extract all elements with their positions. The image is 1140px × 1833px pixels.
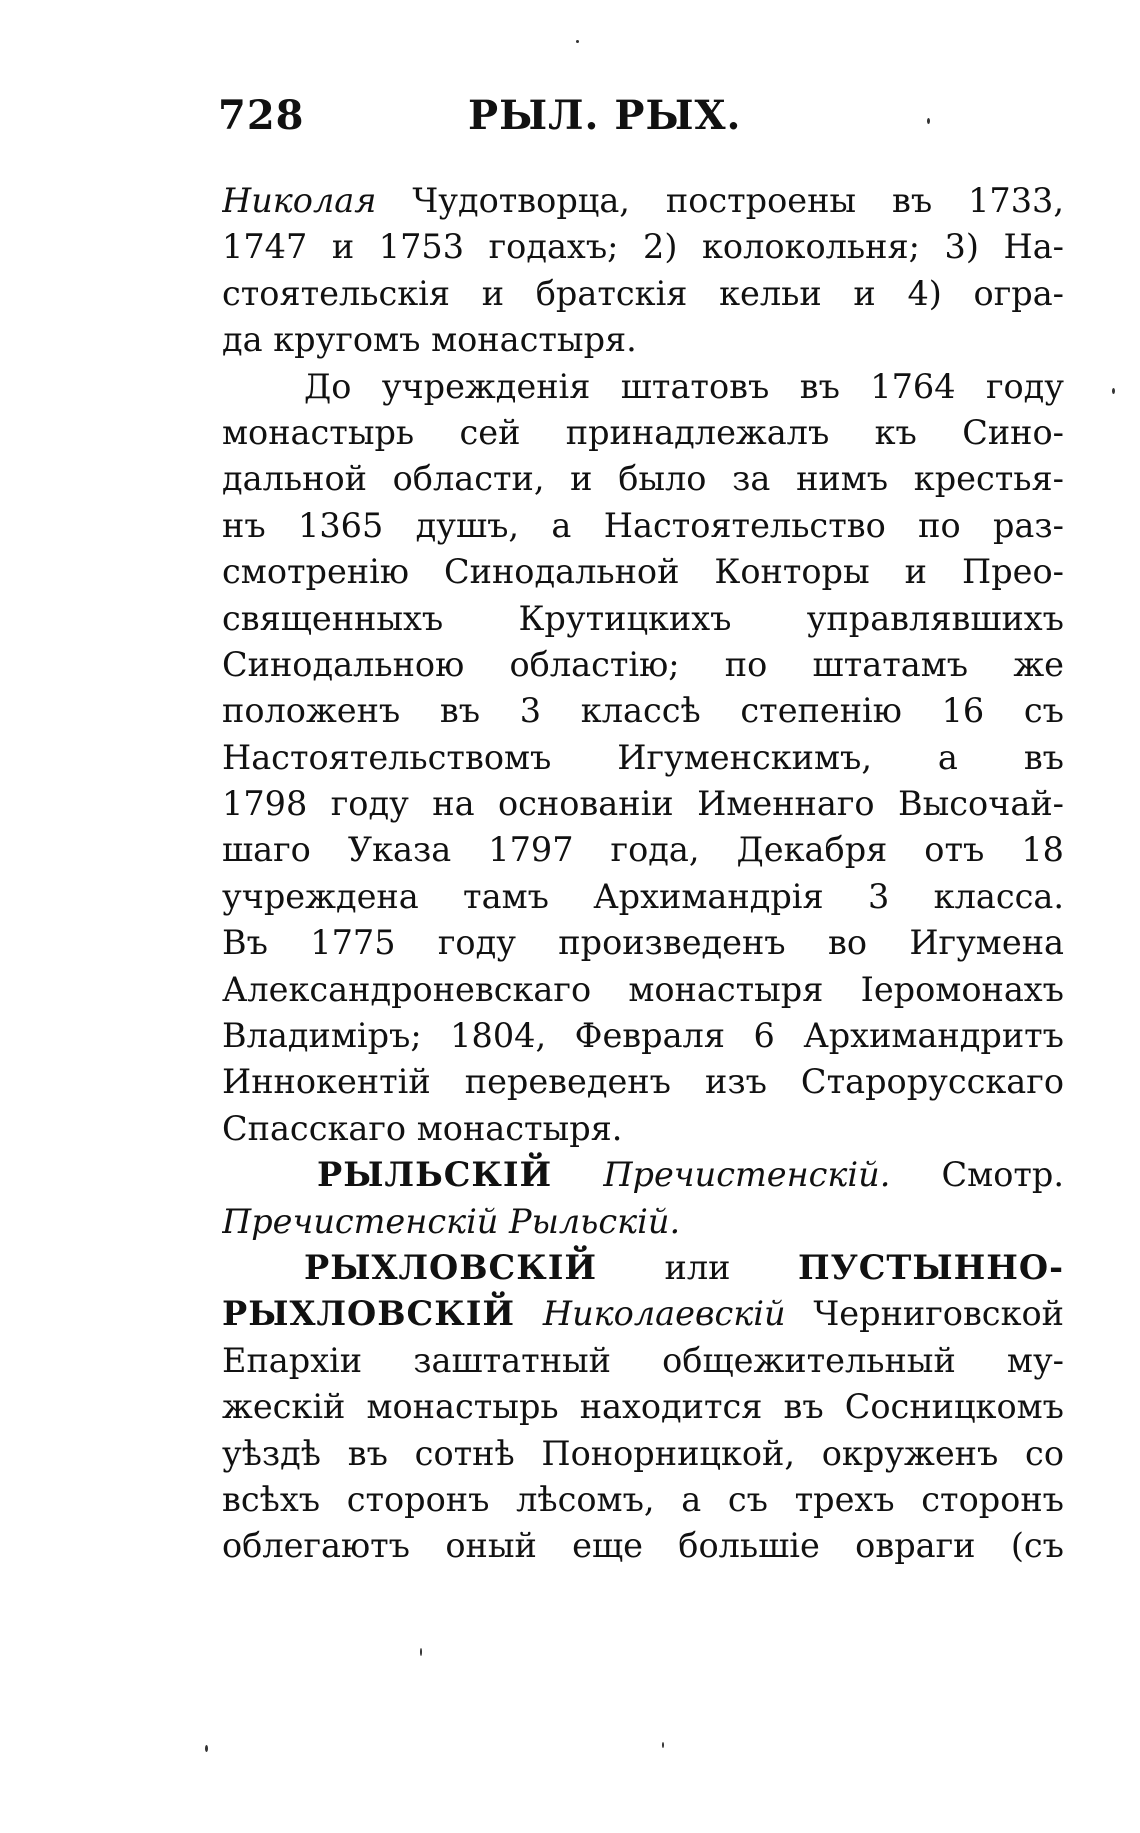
scan-speck: [1112, 388, 1115, 394]
body-line: дальной области, и было за нимъ крестья-: [222, 459, 1064, 499]
body-line: Синодальною областію; по штатамъ же: [222, 644, 1064, 684]
scan-speck: [927, 118, 930, 124]
cross-ref-target: Пречистенскій Рыльскій.: [222, 1201, 681, 1241]
body-line: Спасскаго монастыря.: [222, 1108, 623, 1148]
entry-paragraph: [222, 1338, 1064, 1570]
body-line: учреждена тамъ Архимандрія 3 класса.: [222, 876, 1064, 916]
cross-ref-heading: РЫЛЬСКІЙ: [317, 1155, 553, 1195]
body-line: 1798 году на основаніи Именнаго Высочай-: [222, 784, 1064, 824]
scan-speck: [662, 1742, 664, 1748]
entry-heading-line: [222, 1245, 1064, 1291]
body-line: положенъ въ 3 классѣ степенію 16 съ: [222, 691, 1064, 731]
body-line: нъ 1365 душъ, а Настоятельство по раз-: [222, 505, 1064, 545]
entry-or-word: или: [664, 1247, 731, 1287]
body-line: Иннокентій переведенъ изъ Старорусскаго: [222, 1062, 1064, 1102]
body-line: смотренію Синодальной Конторы и Прео-: [222, 552, 1064, 592]
entry-line: облегаютъ оный еще большіе овраги (съ: [222, 1526, 1064, 1566]
body-line: Настоятельствомъ Игуменскимъ, а въ: [222, 737, 1064, 777]
scan-speck: [420, 1648, 422, 1656]
body-line: До учрежденія штатовъ въ 1764 году: [304, 366, 1064, 406]
body-paragraphs: [222, 178, 1064, 1152]
text-block: [222, 178, 1064, 1570]
cross-ref-italic: Пречистенскій.: [603, 1155, 891, 1195]
cross-reference-line-2: [222, 1199, 1064, 1245]
scan-speck: [576, 40, 579, 43]
running-head: [218, 92, 1068, 152]
body-line: 1747 и 1753 годахъ; 2) колокольня; 3) На-: [222, 227, 1064, 267]
body-line: Александроневскаго монастыря Іеромонахъ: [222, 969, 1064, 1009]
body-line: Въ 1775 году произведенъ во Игумена: [222, 923, 1064, 963]
scan-speck: [205, 1745, 208, 1752]
entry-line-2: [222, 1291, 1064, 1337]
entry-italic-name: Николаевскій: [542, 1294, 786, 1334]
body-line: стоятельскія и братскія кельи и 4) огра-: [222, 273, 1064, 313]
body-line: Владиміръ; 1804, Февраля 6 Архимандритъ: [222, 1016, 1064, 1056]
body-line: монастырь сей принадлежалъ къ Сино-: [222, 412, 1064, 452]
entry-line: Епархіи заштатный общежительный му-: [222, 1340, 1064, 1380]
entry-heading-1: РЫХЛОВСКІЙ: [304, 1247, 598, 1287]
entry-heading-2a: ПУСТЫННО-: [797, 1247, 1064, 1287]
cross-ref-see: Смотр.: [941, 1155, 1064, 1195]
body-line: Николая Чудотворца, построены въ 1733,: [222, 181, 1064, 220]
entry-line-2-rest: Черниговской: [813, 1294, 1064, 1334]
cross-reference-line-1: [222, 1152, 1064, 1198]
entry-line: уѣздѣ въ сотнѣ Понорницкой, окруженъ со: [222, 1433, 1064, 1473]
body-line: священныхъ Крутицкихъ управлявшихъ: [222, 598, 1064, 638]
italic-word: Николая: [222, 181, 377, 220]
page-number: 728: [218, 92, 305, 139]
running-head-title: РЫЛ. РЫХ.: [468, 92, 742, 139]
body-line: да кругомъ монастыря.: [222, 320, 637, 360]
body-line: шаго Указа 1797 года, Декабря отъ 18: [222, 830, 1064, 870]
entry-line: жескій монастырь находится въ Сосницкомъ: [222, 1387, 1064, 1427]
entry-heading-2b: РЫХЛОВСКІЙ: [222, 1294, 516, 1334]
entry-line: всѣхъ сторонъ лѣсомъ, а съ трехъ сторонъ: [222, 1479, 1064, 1519]
